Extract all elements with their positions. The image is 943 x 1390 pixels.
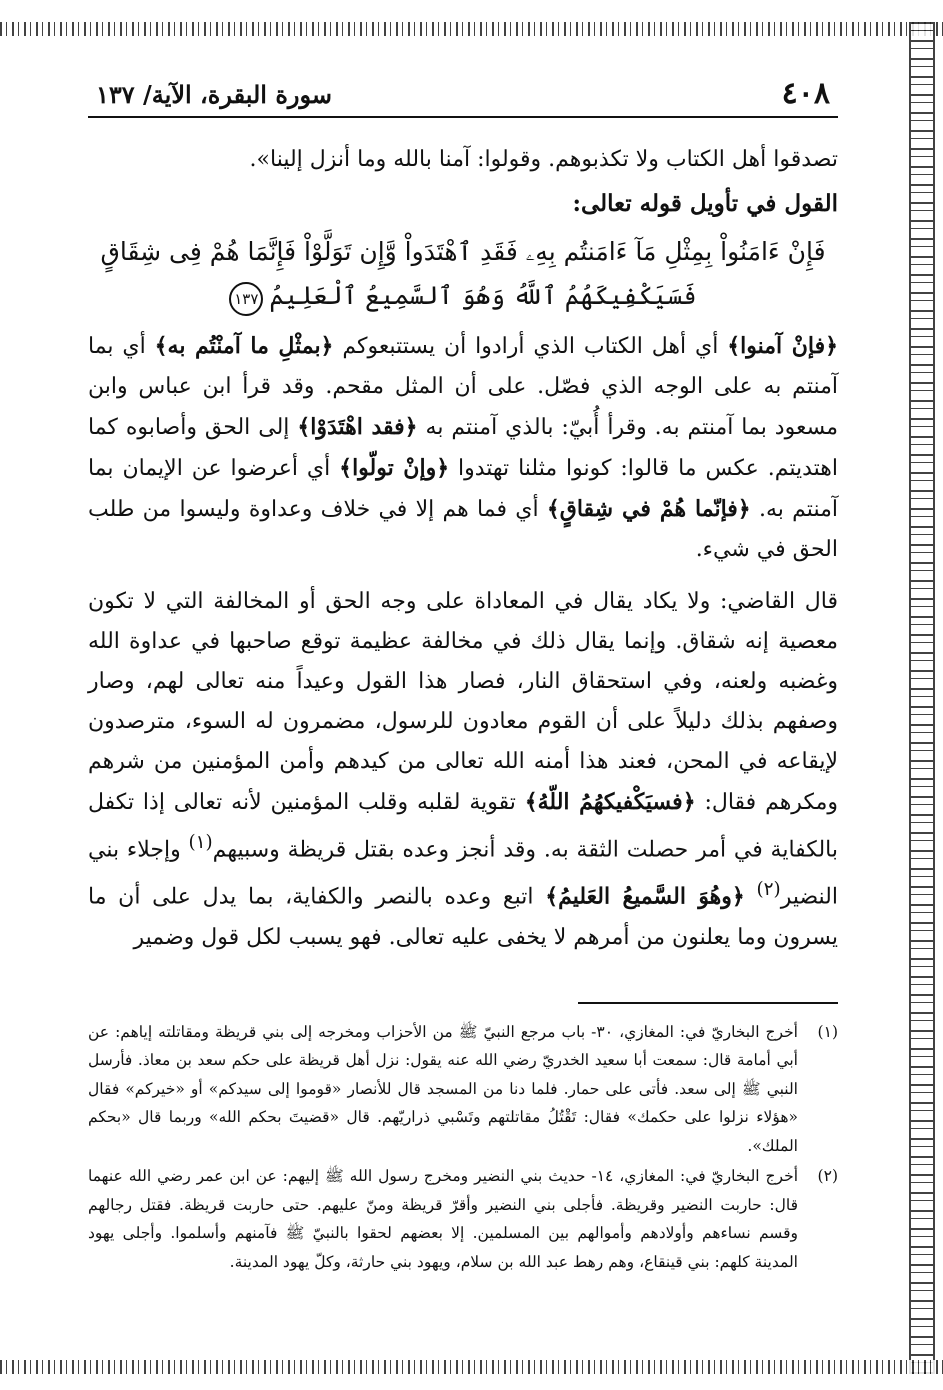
decorative-border-right (909, 22, 935, 1374)
commentary-paragraph-1 (88, 326, 838, 570)
verse-quote: ﴿وإنْ تولّوا﴾ (339, 455, 450, 481)
commentary-text: أي بما آمنتم به على الوجه الذي فصّل. على أن المثل مقحم. وقد قرأ ابن عباس وابن مسعود بما آمنتم به. وقرأ أُبيّ: بالذي آمنتم به (88, 334, 838, 440)
commentary-text: أي أعرضوا عن الإيمان بما آمنتم به. (88, 456, 838, 522)
verse-quote: ﴿وهُوَ السَّميعُ العَليمُ﴾ (545, 883, 745, 910)
commentary-text: اتبع وعده بالنصر والكفاية، بما يدل على أن ما يسرون وما يعلنون من أمرهم لا يخفى عليه تعالى. فهو يسبب لكل قول وضمير (88, 884, 838, 950)
running-title: سورة البقرة، الآية/ ١٣٧ (96, 80, 333, 109)
decorative-border-bottom (0, 1360, 943, 1374)
footnote-ref-1[interactable]: (١) (188, 832, 213, 853)
ayah-number-badge: ١٣٧ (229, 282, 263, 316)
verse-line-1: فَإِنْ ءَامَنُواْ بِمِثْلِ مَآ ءَامَنتُم بِهِۦ فَقَدِ ٱهْتَدَواْ وَّإِن تَوَلَّوْاْ فَإِنَّمَا هُمْ فِى شِقَاقٍ (100, 237, 826, 266)
commentary-text: أي فما هم إلا في خلاف وعداوة وليسوا من طلب الحق في شيء. (88, 497, 838, 562)
footnote-separator (578, 1002, 838, 1004)
footnote-number: (٢) (817, 1167, 838, 1186)
verse-quote: ﴿بمثْلِ ما آمنْتُم به﴾ (154, 333, 334, 359)
footnote-text: أخرج البخاريّ في: المغازي، ٣٠- باب مرجع النبيّ ﷺ من الأحزاب ومخرجه إلى بني قريظة ومقاتلته إياهم: عن أبي أمامة قال: سمعت أبا سعيد الخدريّ رضي الله عنه يقول: نزل أهل قريظة على حكم سعد بن معاذ. فأرسل النبي ﷺ إلى سعد. فأتى على حمار. فلما دنا من المسجد قال للأنصار «قوموا إلى سيدكم» أو «خيركم» فقال «هؤلاء نزلوا على حكمك» فقال: تَقْتُلُ مقاتلتهم وتَسْبي ذراريّهم. قال «قضيتَ بحكم الله» وربما قال «بحكم الملك». (88, 1022, 798, 1155)
verse-line-2-text: فَسَيَكْفِيكَهُمُ ٱللَّهُ وَهُوَ ٱلسَّمِيعُ ٱلْعَلِيمُ (269, 281, 697, 310)
page-body (88, 118, 838, 1276)
book-page (88, 70, 838, 1278)
quran-verse (88, 230, 838, 318)
verse-quote: ﴿فإنّما هُمْ في شِقاقٍ﴾ (546, 496, 751, 522)
footnote-1 (88, 1018, 838, 1161)
page-number: ٤٠٨ (781, 76, 830, 111)
footnotes (88, 1018, 838, 1277)
verse-quote: ﴿فإنْ آمنوا﴾ (727, 333, 838, 359)
verse-line-2 (88, 274, 838, 318)
intro-paragraph: تصدقوا أهل الكتاب ولا تكذبوهم. وقولوا: آمنا بالله وما أنزل إلينا». (249, 147, 838, 172)
commentary-text: وإجلاء بني النضير (88, 837, 838, 910)
footnote-text: أخرج البخاريّ في: المغازي، ١٤- حديث بني النضير ومخرج رسول الله ﷺ إليهم: عن ابن عمر رضي الله عنهما قال: حاربت النضير وقريظة. فأجلى بني النضير وأقرّ قريظة ومنّ عليهم. حتى حاربت قريظة. فقتل رجالهم وقسم نساءهم وأولادهم وأموالهم بين المسلمين. إلا بعضهم لحقوا بالنبيّ ﷺ فآمنهم وأسلموا. وأجلى يهود المدينة كلهم: بني قينقاع، وهم رهط عبد الله بن سلام، ويهود بني حارثة، وكلّ يهود المدينة. (88, 1167, 798, 1271)
commentary-text: إلى الحق وأصابوه كما اهتديتم. عكس ما قالوا: كونوا مثلنا تهتدوا (88, 415, 839, 481)
decorative-border-top (0, 22, 943, 36)
commentary-text: قال القاضي: ولا يكاد يقال في المعاداة على وجه الحق أو المخالفة التي لا تكون معصية إنه شقاق. وإنما يقال ذلك في مخالفة عظيمة توقع صاحبها في عداوة الله وغضبه ولعنه، وفي استحقاق النار، فصار هذا القول وعيداً منه تعالى لهم، وصار وصفهم بذلك دليلاً على أن القوم معادون للرسول، مضمرون له السوء، مترصدون لإيقاعه في المحن، فعند هذا أمنه الله تعالى من كيدهم وأمن المؤمنين من شرهم ومكرهم فقال: (88, 589, 839, 815)
commentary-text (745, 885, 757, 910)
commentary-text: تقوية لقلبه وقلب المؤمنين لأنه تعالى إذا تكفل بالكفاية في أمر حصلت الثقة به. وقد أنجز وعده بقتل قريظة وسبيهم (88, 790, 838, 863)
verse-quote: ﴿فقد اهْتَدَوْا﴾ (297, 414, 418, 440)
commentary-text: أي أهل الكتاب الذي أرادوا أن يستتبعوكم (333, 334, 728, 359)
footnote-2 (88, 1162, 838, 1276)
commentary-paragraph-2 (88, 582, 838, 958)
page-header (88, 70, 838, 118)
section-heading: القول في تأويل قوله تعالى: (572, 190, 838, 217)
verse-quote: ﴿فسيَكْفيكهُمُ اللّهُ﴾ (524, 789, 696, 815)
footnote-number: (١) (817, 1022, 838, 1041)
footnote-ref-2[interactable]: (٢) (756, 879, 781, 901)
